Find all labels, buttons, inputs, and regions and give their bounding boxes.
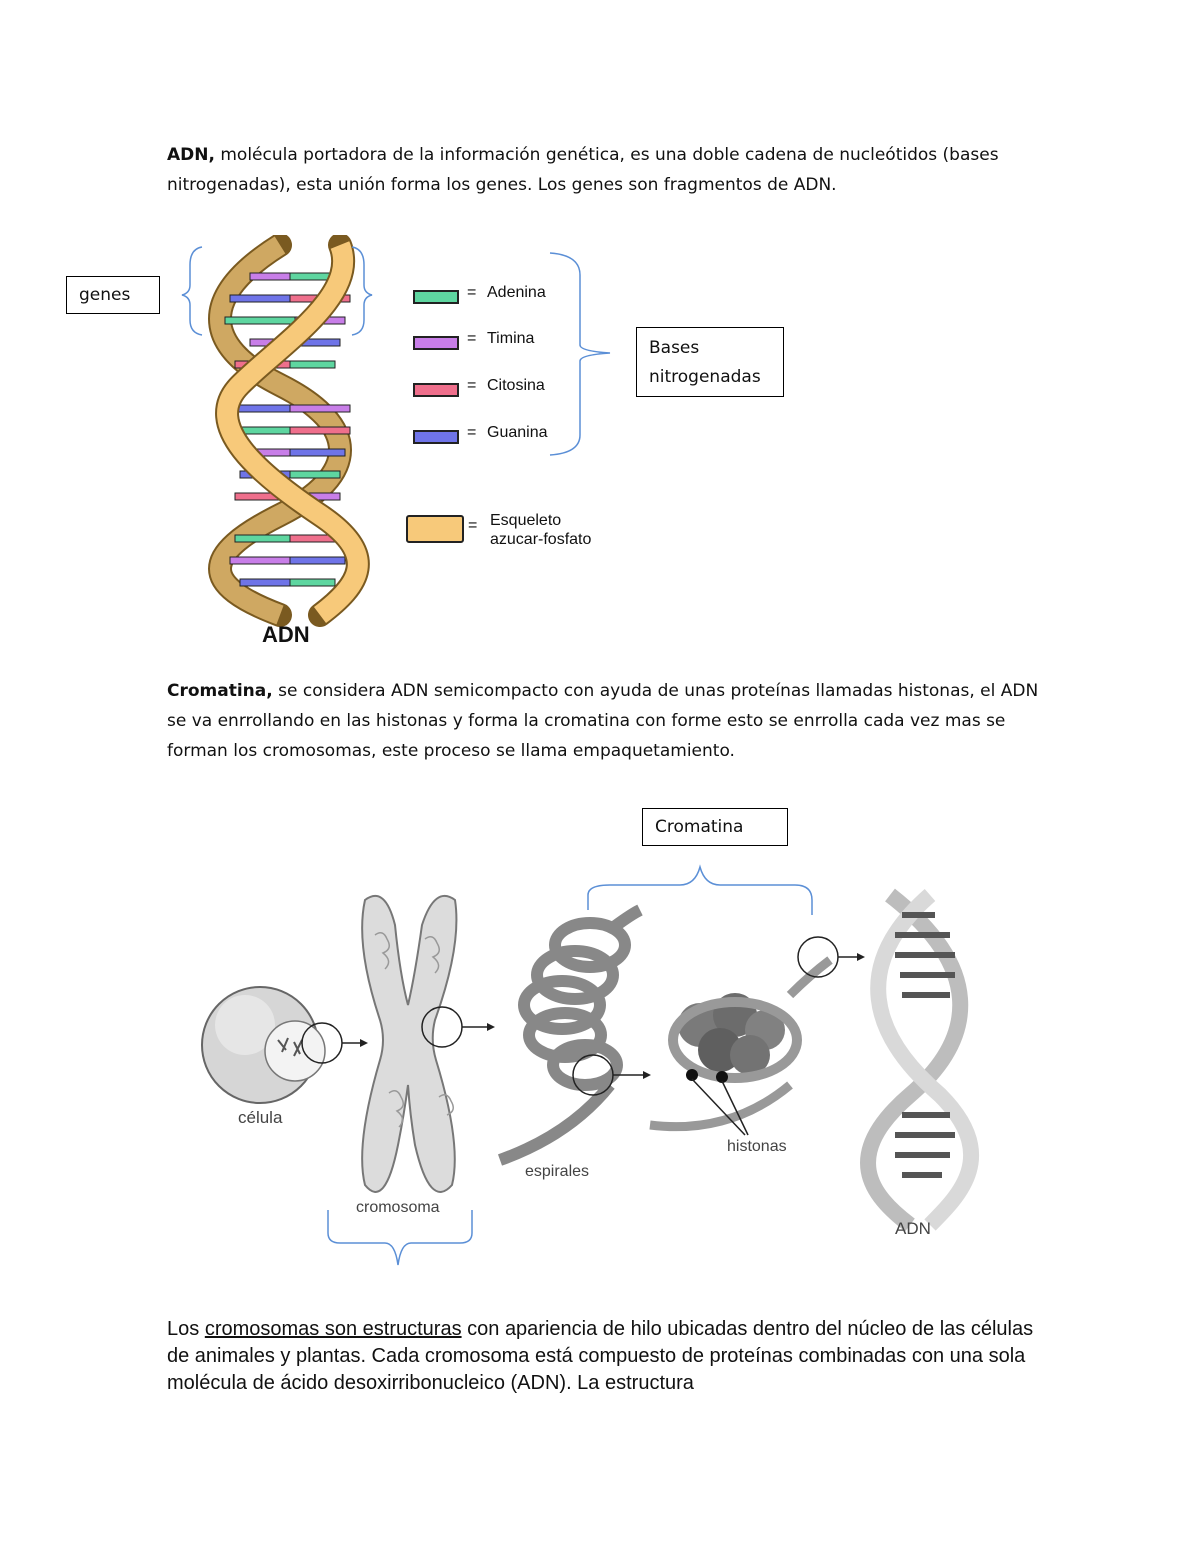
legend-label: Adenina bbox=[487, 284, 546, 301]
paragraph-cromosomas bbox=[167, 1316, 1037, 1397]
label-cromosoma: cromosoma bbox=[356, 1199, 440, 1216]
legend-sign: = bbox=[467, 377, 477, 394]
label-espirales: espirales bbox=[525, 1163, 590, 1180]
label-histonas: histonas bbox=[727, 1138, 787, 1155]
genes-box: genes bbox=[66, 276, 160, 314]
legend-sign: = bbox=[467, 330, 477, 347]
para3-rest: con apariencia de hilo ubicadas dentro del núcleo de las células de animales y plantas. Cada cromosoma está compuesto de proteínas combinadas con una sola molécula de ácido desoxirribonucleico (ADN). La estructura bbox=[167, 1318, 1034, 1394]
histones bbox=[650, 937, 865, 1135]
backbone-line1: Esqueleto bbox=[490, 512, 562, 529]
legend-label: Guanina bbox=[487, 424, 548, 441]
chromatin-diagram bbox=[190, 855, 1000, 1275]
chromosome bbox=[362, 896, 462, 1192]
legend-sign: = bbox=[467, 424, 477, 441]
cromatina-box: Cromatina bbox=[642, 808, 788, 846]
term-adn: ADN, bbox=[167, 145, 215, 165]
spirals bbox=[500, 910, 640, 1160]
legend-swatch bbox=[413, 336, 459, 350]
bases-line1: Bases bbox=[649, 338, 700, 358]
label-celula: célula bbox=[238, 1108, 283, 1127]
legend-item-citosina bbox=[413, 379, 613, 403]
dna-caption: ADN bbox=[262, 622, 310, 647]
legend-sign: = bbox=[468, 517, 478, 534]
legend-item-timina bbox=[413, 332, 613, 356]
legend-item-adenina bbox=[413, 286, 613, 310]
legend-item-backbone bbox=[406, 513, 626, 557]
paragraph-cromatina bbox=[167, 676, 1047, 766]
cell bbox=[202, 987, 368, 1103]
bases-line2: nitrogenadas bbox=[649, 367, 761, 387]
bases-nitrogenadas-box bbox=[636, 327, 784, 397]
paragraph-adn-text: molécula portadora de la información genética, es una doble cadena de nucleótidos (bases nitrogenadas), esta unión forma los genes. Los genes son fragmentos de ADN. bbox=[167, 145, 999, 195]
legend-item-guanina bbox=[413, 426, 613, 450]
underlined-phrase: cromosomas son estructuras bbox=[204, 1318, 462, 1340]
paragraph-cromatina-text: se considera ADN semicompacto con ayuda de unas proteínas llamadas histonas, el ADN se va enrrollando en las histonas y forma la cromatina con forme esto se enrrolla cada vez mas se forman los cromosomas, este proceso se llama empaquetamiento. bbox=[167, 681, 1039, 761]
legend-swatch bbox=[413, 430, 459, 444]
legend-swatch bbox=[413, 383, 459, 397]
legend-label: Citosina bbox=[487, 377, 545, 394]
backbone-line2: azucar-fosfato bbox=[490, 531, 592, 548]
paragraph-adn bbox=[167, 140, 1047, 200]
term-cromatina: Cromatina, bbox=[167, 681, 273, 701]
legend-sign: = bbox=[467, 284, 477, 301]
para3-start: Los bbox=[167, 1318, 205, 1340]
legend-label: Timina bbox=[487, 330, 535, 347]
legend-label-backbone bbox=[490, 511, 591, 549]
label-adn: ADN bbox=[895, 1219, 931, 1238]
dna-helix bbox=[868, 895, 971, 1225]
legend-swatch bbox=[413, 290, 459, 304]
base-pairs bbox=[225, 273, 350, 586]
legend-swatch-backbone bbox=[406, 515, 464, 543]
